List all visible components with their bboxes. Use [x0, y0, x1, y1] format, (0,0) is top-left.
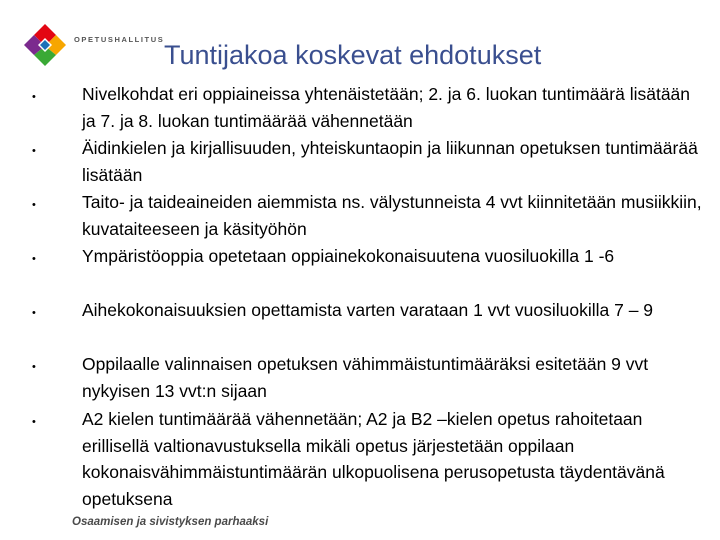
page-title: Tuntijakoa koskevat ehdotukset: [164, 40, 542, 70]
list-item: Äidinkielen ja kirjallisuuden, yhteiskuntaopin ja liikunnan opetuksen tuntimäärää lisätään: [82, 138, 698, 185]
list-item: Aihekokonaisuuksien opettamista varten varataan 1 vvt vuosiluokilla 7 – 9: [82, 300, 654, 320]
opetushallitus-logo-icon: [22, 22, 68, 68]
bullet-marker: •: [32, 361, 36, 373]
bullet-marker: •: [32, 416, 36, 428]
bullet-marker: •: [32, 145, 36, 157]
list-item: Ympäristöoppia opetetaan oppiainekokonaisuutena vuosiluokilla 1 -6: [82, 246, 615, 266]
list-item: Nivelkohdat eri oppiaineissa yhtenäistetään; 2. ja 6. luokan tuntimäärä lisätään ja 7. ja 8. luokan tuntimäärää vähennetään: [82, 84, 691, 131]
list-item: Oppilaalle valinnaisen opetuksen vähimmäistuntimääräksi esitetään 9 vvt nykyisen 13 vvt:n sijaan: [82, 354, 649, 401]
bullet-marker: •: [32, 199, 36, 211]
logo-wordmark: OPETUSHALLITUS: [74, 35, 165, 44]
list-item: Taito- ja taideaineiden aiemmista ns. välystunneista 4 vvt kiinnitetään musiikkiin, kuvataiteeseen ja käsityöhön: [82, 192, 702, 239]
bullet-marker: •: [32, 253, 36, 265]
bullet-marker: •: [32, 91, 36, 103]
list-item: A2 kielen tuntimäärää vähennetään; A2 ja B2 –kielen opetus rahoitetaan erillisellä valtionavustuksella mikäli opetus järjestetään oppilaan kokonaisvähimmäistuntimäärän ulkopuolisena perusopetusta täydentävänä opetuksena: [82, 409, 665, 509]
bullet-marker: •: [32, 307, 36, 319]
footer-slogan: Osaamisen ja sivistyksen parhaaksi: [72, 516, 269, 528]
